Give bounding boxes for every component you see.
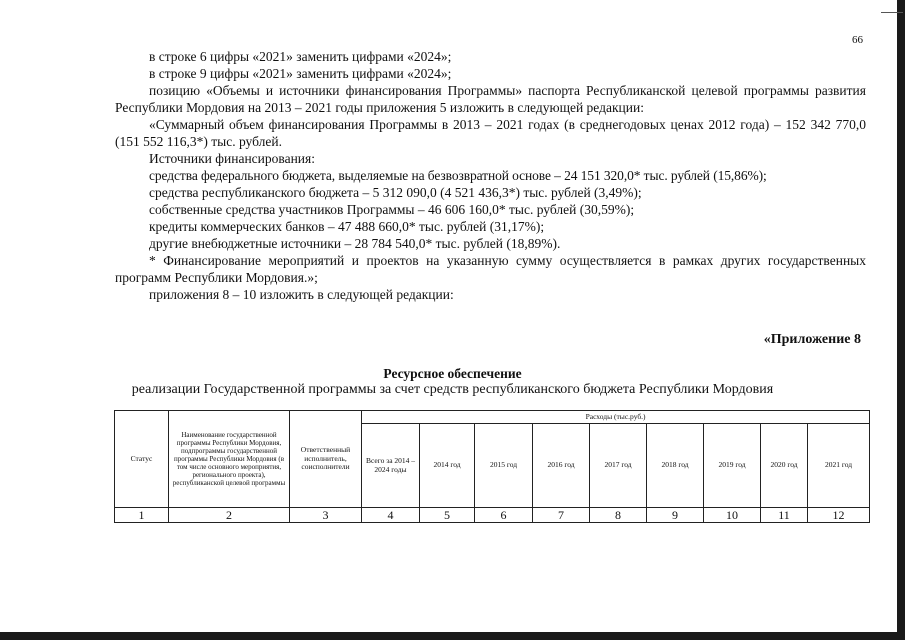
column-number: 11 — [761, 508, 808, 523]
header-year: 2017 год — [590, 424, 647, 508]
header-total: Всего за 2014 – 2024 годы — [362, 424, 420, 508]
paragraph: другие внебюджетные источники – 28 784 540,0* тыс. рублей (18,89%). — [149, 236, 561, 251]
header-status: Статус — [115, 411, 169, 508]
header-year: 2019 год — [704, 424, 761, 508]
column-number: 5 — [420, 508, 475, 523]
scan-border-right — [897, 0, 905, 636]
column-number: 2 — [169, 508, 290, 523]
paragraph: собственные средства участников Программы – 46 606 160,0* тыс. рублей (30,59%); — [149, 202, 635, 217]
paragraph: Источники финансирования: — [149, 151, 315, 166]
paragraph: средства федерального бюджета, выделяемые на безвозвратной основе – 24 151 320,0* тыс. рублей (15,86%); — [149, 168, 767, 183]
scan-border-bottom — [0, 632, 905, 640]
table-subtitle: реализации Государственной программы за счет средств республиканского бюджета Республики Мордовия — [131, 382, 774, 397]
column-numbers-row — [115, 508, 870, 523]
table-title: Ресурсное обеспечение — [383, 366, 522, 381]
document-body — [115, 48, 866, 303]
column-number: 4 — [362, 508, 420, 523]
column-number: 10 — [704, 508, 761, 523]
header-year: 2020 год — [761, 424, 808, 508]
paragraph: в строке 6 цифры «2021» заменить цифрами «2024»; — [149, 49, 452, 64]
column-number: 3 — [290, 508, 362, 523]
page-number: 66 — [852, 34, 863, 46]
scan-corner-mark — [881, 12, 903, 13]
paragraph: в строке 9 цифры «2021» заменить цифрами «2024»; — [149, 66, 452, 81]
header-year: 2018 год — [647, 424, 704, 508]
resource-table — [114, 410, 870, 523]
paragraph: позицию «Объемы и источники финансирования Программы» паспорта Республиканской целевой программы развития Республики Мордовия на 2013 – 2021 годы приложения 5 изложить в следующей редакции: — [115, 83, 866, 115]
paragraph: приложения 8 – 10 изложить в следующей редакции: — [149, 287, 454, 302]
appendix-label: «Приложение 8 — [763, 332, 861, 347]
header-year: 2015 год — [475, 424, 533, 508]
paragraph: «Суммарный объем финансирования Программы в 2013 – 2021 годах (в среднегодовых ценах 2012 года) – 152 342 770,0 (151 552 116,3*) тыс. рублей. — [115, 117, 866, 149]
header-year: 2016 год — [533, 424, 590, 508]
column-number: 6 — [475, 508, 533, 523]
header-executor: Ответственный исполнитель, соисполнители — [290, 411, 362, 508]
header-expenses: Расходы (тыс.руб.) — [362, 411, 870, 424]
paragraph: кредиты коммерческих банков – 47 488 660,0* тыс. рублей (31,17%); — [149, 219, 545, 234]
column-number: 1 — [115, 508, 169, 523]
header-year: 2021 год — [808, 424, 870, 508]
column-number: 8 — [590, 508, 647, 523]
column-number: 12 — [808, 508, 870, 523]
paragraph: средства республиканского бюджета – 5 312 090,0 (4 521 436,3*) тыс. рублей (3,49%); — [149, 185, 642, 200]
paragraph: * Финансирование мероприятий и проектов на указанную сумму осуществляется в рамках других государственных программ Республики Мордовия.»; — [115, 253, 866, 285]
column-number: 7 — [533, 508, 590, 523]
header-program-name: Наименование государственной программы Республики Мордовия, подпрограммы государственной программы Республики Мордовия (в том числе основного мероприятия, регионального проекта), республиканской целевой программы — [169, 411, 290, 508]
header-year: 2014 год — [420, 424, 475, 508]
column-number: 9 — [647, 508, 704, 523]
